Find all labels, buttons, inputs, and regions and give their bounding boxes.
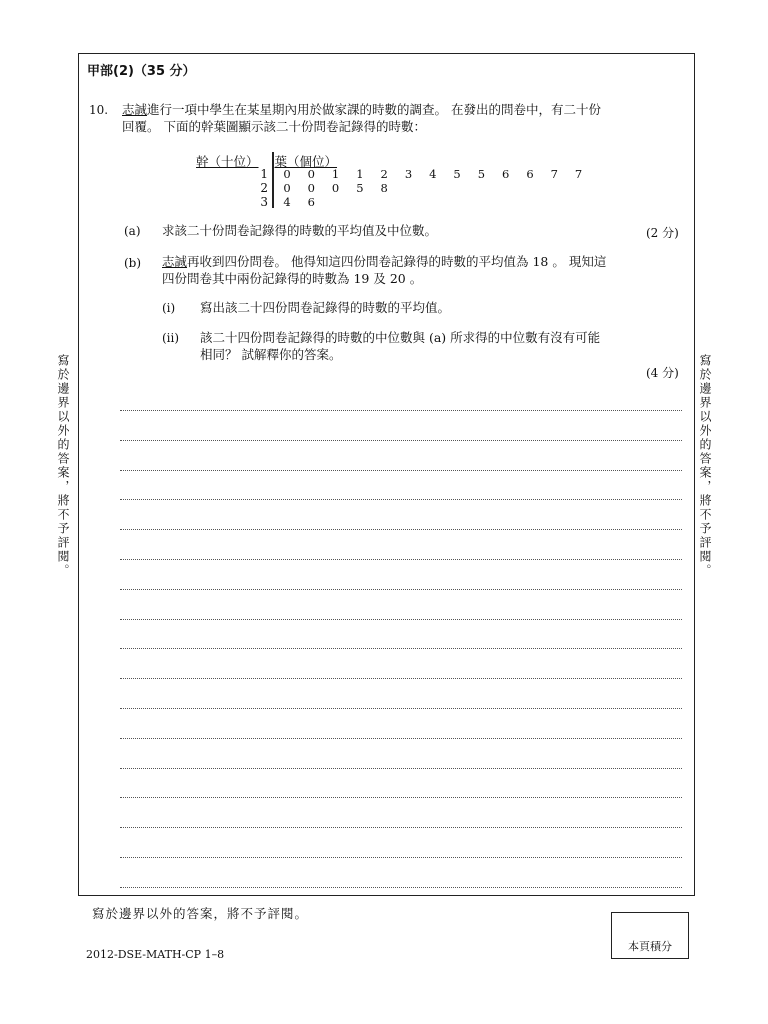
part-b-ii-text — [200, 329, 687, 363]
answer-line[interactable] — [120, 440, 682, 441]
intro-line-2: 回覆。 下面的幹葉圖顯示該二十份問卷記錄得的時數： — [122, 119, 426, 134]
answer-line[interactable] — [120, 738, 682, 739]
part-b-ii-label: (ii) — [162, 331, 180, 345]
answer-line[interactable] — [120, 797, 682, 798]
part-b-ii-line-1: 該二十四份問卷記錄得的時數的中位數與 (a) 所求得的中位數有沒有可能 — [200, 330, 601, 345]
stem-divider — [272, 152, 274, 208]
leaf-value: 1 — [356, 167, 364, 181]
leaf-value: 0 — [307, 167, 315, 181]
part-a-label: (a) — [124, 224, 141, 238]
leaf-value: 4 — [429, 167, 437, 181]
leaf-value: 8 — [380, 181, 388, 195]
leaf-value: 6 — [502, 167, 510, 181]
part-b-label: (b) — [124, 256, 142, 270]
question-intro — [122, 101, 687, 135]
part-b-line-2: 四份問卷其中兩份記錄得的時數為 19 及 20 。 — [162, 271, 423, 286]
part-a-text: 求該二十份問卷記錄得的時數的平均值及中位數。 — [162, 223, 438, 238]
answer-line[interactable] — [120, 857, 682, 858]
answer-line[interactable] — [120, 470, 682, 471]
bottom-warning: 寫於邊界以外的答案，將不予評閱。 — [92, 906, 309, 921]
page-score-label: 本頁積分 — [628, 940, 672, 953]
section-title: 甲部(2)（35 分） — [87, 64, 196, 79]
leaf-value: 5 — [356, 181, 364, 195]
answer-line[interactable] — [120, 619, 682, 620]
answer-line[interactable] — [120, 708, 682, 709]
leaf-value: 5 — [477, 167, 486, 181]
leaf-value: 0 — [283, 181, 291, 195]
question-number: 10. — [89, 103, 109, 117]
answer-line[interactable] — [120, 529, 682, 530]
part-b-line-1: 再收到四份問卷。 他得知這四份問卷記錄得的時數的平均值為 18 。 現知這 — [187, 254, 607, 269]
answer-line[interactable] — [120, 827, 682, 828]
leaf-value: 2 — [380, 167, 388, 181]
leaf-value: 6 — [307, 195, 315, 209]
leaf-value: 1 — [331, 167, 340, 181]
leaf-value: 7 — [574, 167, 583, 181]
stem-value: 2 — [260, 181, 268, 195]
left-margin-warning: 寫於邊界以外的答案，將不予評閱。 — [56, 354, 70, 578]
answer-line[interactable] — [120, 648, 682, 649]
leaf-value: 4 — [283, 195, 291, 209]
right-margin-warning: 寫於邊界以外的答案，將不予評閱。 — [698, 354, 712, 578]
stem-value: 1 — [260, 167, 268, 181]
leaf-value: 6 — [526, 167, 534, 181]
student-name: 志誠 — [122, 102, 148, 117]
answer-line[interactable] — [120, 678, 682, 679]
answer-line[interactable] — [120, 768, 682, 769]
answer-line[interactable] — [120, 589, 682, 590]
part-b-ii-line-2: 相同？ 試解釋你的答案。 — [200, 347, 342, 362]
leaf-value: 5 — [453, 167, 461, 181]
leaf-value: 0 — [307, 181, 315, 195]
part-a-marks: (2 分) — [646, 226, 679, 240]
stem-header: 幹（十位） — [196, 154, 259, 169]
answer-line[interactable] — [120, 887, 682, 888]
leaf-value: 3 — [404, 167, 413, 181]
leaf-value: 7 — [550, 167, 558, 181]
part-b-i-label: (i) — [162, 301, 176, 315]
part-b-name: 志誠 — [162, 254, 188, 269]
answer-line[interactable] — [120, 499, 682, 500]
leaf-value: 0 — [331, 181, 340, 195]
intro-line-1: 進行一項中學生在某星期內用於做家課的時數的調查。 在發出的問卷中，有二十份 — [147, 102, 601, 117]
page-score-box — [611, 912, 689, 959]
answer-line[interactable] — [120, 410, 682, 411]
leaf-value: 0 — [283, 167, 291, 181]
leaf-header: 葉（個位） — [274, 154, 338, 169]
part-b-text — [162, 253, 687, 287]
part-b-marks: (4 分) — [646, 366, 679, 380]
stem-value: 3 — [260, 195, 268, 209]
part-b-i-text: 寫出該二十四份問卷記錄得的時數的平均值。 — [200, 300, 451, 315]
paper-code: 2012-DSE-MATH-CP 1–8 — [86, 948, 225, 961]
answer-line[interactable] — [120, 559, 682, 560]
